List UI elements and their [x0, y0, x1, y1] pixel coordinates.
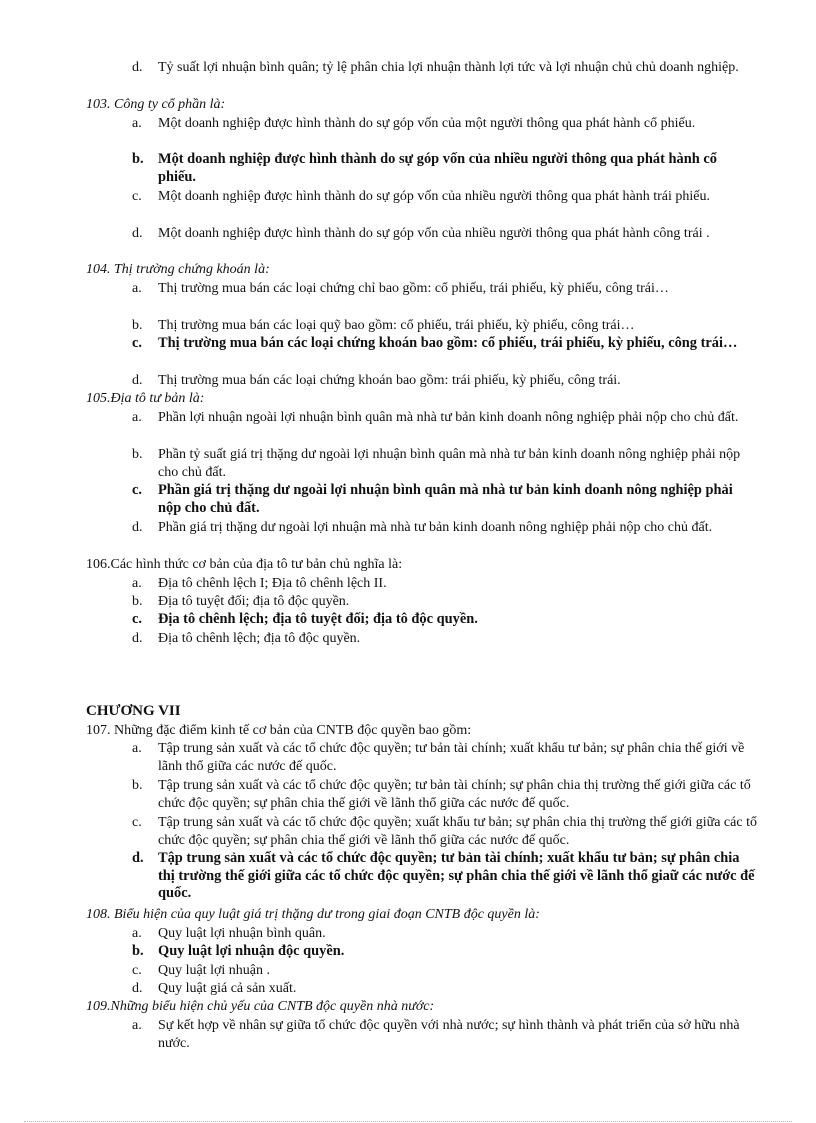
option-107-d-correct — [132, 850, 757, 903]
option-109-a — [132, 1017, 757, 1052]
option-letter: b. — [132, 943, 144, 959]
option-106-c-correct — [132, 611, 757, 629]
option-text: Tập trung sản xuất và các tổ chức độc quyền; tư bản tài chính; sự phân chia thị trường thế giới giữa các tổ chức độc quyền; sự phân chia thế giới về lãnh thổ giữa các nước đế quốc. — [158, 778, 751, 811]
option-104-b — [132, 317, 757, 335]
option-text: Quy luật giá cả sản xuất. — [158, 981, 297, 996]
option-letter: d. — [132, 373, 143, 388]
option-letter: a. — [132, 281, 142, 296]
option-text: Địa tô tuyệt đối; địa tô độc quyền. — [158, 594, 350, 609]
option-text: Phần lợi nhuận ngoài lợi nhuận bình quân mà nhà tư bản kinh doanh nông nghiệp phải nộp cho chủ đất. — [158, 410, 739, 425]
option-107-c — [132, 814, 757, 849]
option-107-a — [132, 740, 757, 775]
option-106-d — [132, 630, 757, 648]
option-letter: d. — [132, 226, 143, 241]
option-103-c — [132, 188, 757, 206]
option-103-b-correct — [132, 151, 757, 186]
option-letter: c. — [132, 335, 142, 351]
option-text: Tập trung sản xuất và các tổ chức độc quyền; tư bản tài chính; xuất khẩu tư bản; sự phân chia thế giới về lãnh thổ giữa các nước đế quốc. — [158, 741, 745, 774]
option-letter: d. — [132, 520, 143, 535]
option-letter: d. — [132, 60, 143, 75]
option-letter: c. — [132, 189, 142, 204]
option-text: Địa tô chênh lệch; địa tô độc quyền. — [158, 631, 361, 646]
question-103: 103. Công ty cổ phần là: — [86, 97, 226, 112]
option-text: Phần giá trị thặng dư ngoài lợi nhuận bình quân mà nhà tư bản kinh doanh nông nghiệp phải nộp cho chủ đất. — [158, 482, 733, 516]
option-letter: a. — [132, 741, 142, 756]
question-109: 109.Những biểu hiện chủ yếu của CNTB độc quyền nhà nước: — [86, 999, 435, 1014]
question-105: 105.Địa tô tư bản là: — [86, 391, 205, 406]
option-text: Một doanh nghiệp được hình thành do sự góp vốn của nhiều người thông qua phát hành công trái . — [158, 226, 710, 241]
option-letter: a. — [132, 926, 142, 941]
question-106: 106.Các hình thức cơ bản của địa tô tư bản chủ nghĩa là: — [86, 557, 403, 572]
option-103-d — [132, 225, 757, 243]
option-text: Phần giá trị thặng dư ngoài lợi nhuận mà nhà tư bản kinh doanh nông nghiệp phải nộp cho chủ đất. — [158, 520, 713, 535]
option-text: Thị trường mua bán các loại chứng khoán bao gồm: trái phiếu, kỳ phiếu, công trái. — [158, 373, 621, 388]
option-letter: d. — [132, 981, 143, 996]
option-108-b-correct — [132, 943, 757, 961]
question-104: 104. Thị trường chứng khoán là: — [86, 262, 270, 277]
option-letter: a. — [132, 576, 142, 591]
option-letter: a. — [132, 1018, 142, 1033]
option-107-b — [132, 777, 757, 812]
option-103-a — [132, 115, 757, 133]
option-104-a — [132, 280, 757, 298]
option-106-a — [132, 575, 757, 593]
option-text: Địa tô chênh lệch I; Địa tô chênh lệch II. — [158, 576, 387, 591]
option-letter: a. — [132, 116, 142, 131]
option-text: Phần tỷ suất giá trị thặng dư ngoài lợi nhuận bình quân mà nhà tư bản kinh doanh nông nghiệp phải nộp cho chủ đất. — [158, 447, 741, 480]
option-letter: d. — [132, 850, 144, 866]
option-letter: d. — [132, 631, 143, 646]
option-108-c — [132, 962, 757, 980]
option-text: Một doanh nghiệp được hình thành do sự góp vốn của nhiều người thông qua phát hành trái phiếu. — [158, 189, 710, 204]
option-text: Một doanh nghiệp được hình thành do sự góp vốn của nhiều người thông qua phát hành cổ phiếu. — [158, 151, 717, 185]
page-bottom-divider — [24, 1121, 792, 1122]
option-105-d — [132, 519, 757, 537]
option-text: Thị trường mua bán các loại chứng khoán bao gồm: cổ phiếu, trái phiếu, kỳ phiếu, công trái… — [158, 335, 738, 351]
option-letter: c. — [132, 815, 142, 830]
option-letter: b. — [132, 594, 143, 609]
option-letter: c. — [132, 611, 142, 627]
question-108: 108. Biểu hiện của quy luật giá trị thặng dư trong giai đoạn CNTB độc quyền là: — [86, 907, 540, 922]
option-102-d — [132, 59, 757, 77]
option-letter: b. — [132, 778, 143, 793]
option-text: Tập trung sản xuất và các tổ chức độc quyền; tư bản tài chính; xuất khẩu tư bản; sự phân chia thị trường thế giới giữa các tổ chức độc quyền; sự phân chia thế giới về lãnh thổ giaữ các nước đế quốc. — [158, 850, 755, 901]
option-text: Thị trường mua bán các loại chứng chỉ bao gồm: cổ phiếu, trái phiếu, kỳ phiếu, công trái… — [158, 281, 669, 296]
option-text: Quy luật lợi nhuận . — [158, 963, 270, 978]
option-105-b — [132, 446, 757, 481]
option-text: Địa tô chênh lệch; địa tô tuyệt đối; địa tô độc quyền. — [158, 611, 478, 627]
option-letter: b. — [132, 318, 143, 333]
option-letter: a. — [132, 410, 142, 425]
option-104-d — [132, 372, 757, 390]
chapter-heading: CHƯƠNG VII — [86, 703, 181, 719]
option-105-c-correct — [132, 482, 757, 517]
option-text: Tập trung sản xuất và các tổ chức độc quyền; xuất khẩu tư bản; sự phân chia thị trường thế giới giữa các tổ chức độc quyền; sự phân chia thế giới về lãnh thổ giữa các nước đế quốc. — [158, 815, 757, 848]
option-text: Tỷ suất lợi nhuận bình quân; tỷ lệ phân chia lợi nhuận thành lợi tức và lợi nhuận chủ chủ doanh nghiệp. — [158, 60, 739, 75]
option-text: Quy luật lợi nhuận độc quyền. — [158, 943, 345, 959]
option-text: Thị trường mua bán các loại quỹ bao gồm: cổ phiếu, trái phiếu, kỳ phiếu, công trái… — [158, 318, 635, 333]
option-letter: b. — [132, 447, 143, 462]
option-letter: c. — [132, 482, 142, 498]
option-text: Quy luật lợi nhuận bình quân. — [158, 926, 326, 941]
option-letter: b. — [132, 151, 144, 167]
option-105-a — [132, 409, 757, 427]
question-107: 107. Những đặc điểm kinh tế cơ bản của CNTB độc quyền bao gồm: — [86, 723, 472, 738]
option-106-b — [132, 593, 757, 611]
option-text: Sự kết hợp về nhân sự giữa tổ chức độc quyền với nhà nước; sự hình thành và phát triển của sở hữu nhà nước. — [158, 1018, 740, 1051]
option-108-a — [132, 925, 757, 943]
option-text: Một doanh nghiệp được hình thành do sự góp vốn của một người thông qua phát hành cổ phiếu. — [158, 116, 696, 131]
option-letter: c. — [132, 963, 142, 978]
option-104-c-correct — [132, 335, 757, 353]
option-108-d — [132, 980, 757, 998]
